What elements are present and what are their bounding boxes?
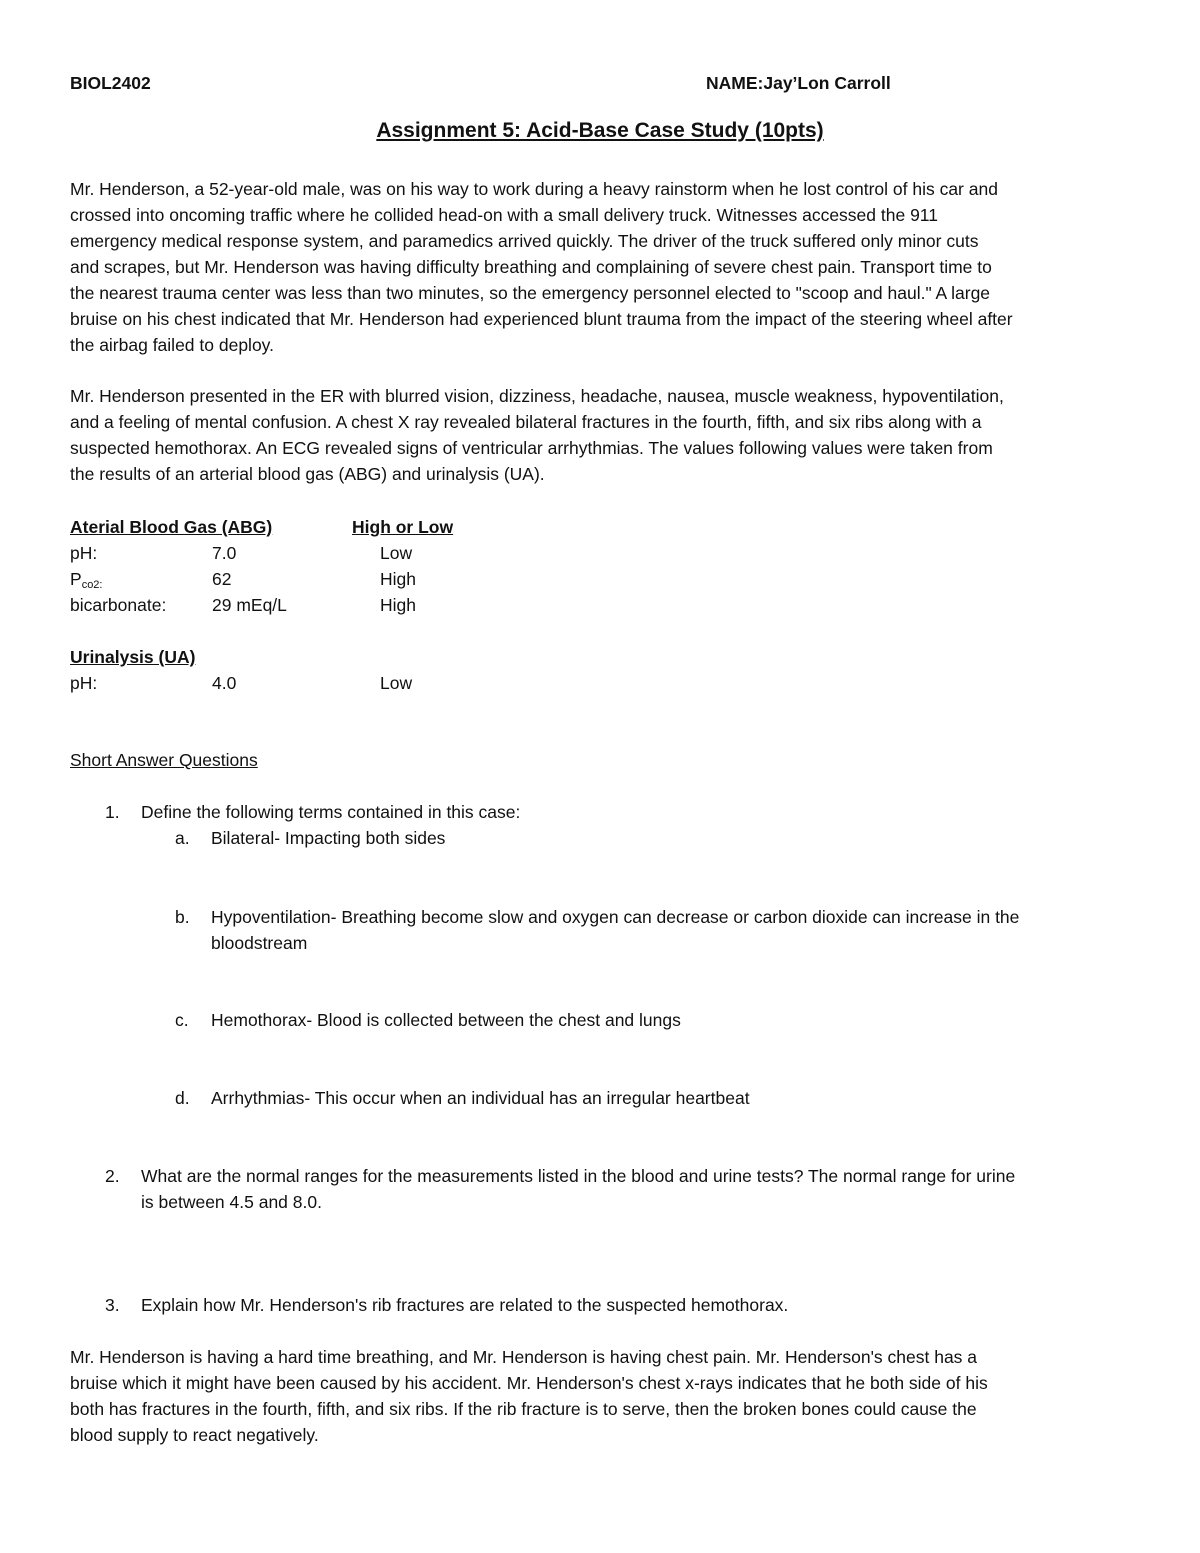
list-item xyxy=(175,904,1135,956)
item-letter: c. xyxy=(175,1010,189,1030)
list-item xyxy=(175,825,1135,851)
row-label: pH: xyxy=(70,673,98,693)
student-name: NAME:Jay’Lon Carroll xyxy=(706,73,891,93)
row-value: 7.0 xyxy=(212,543,237,563)
page-title: Assignment 5: Acid-Base Case Study (10pts) xyxy=(376,119,824,142)
question-number: 2. xyxy=(105,1166,120,1186)
item-text: Arrhythmias- This occur when an individual has an irregular heartbeat xyxy=(211,1088,750,1108)
item-text: bloodstream xyxy=(211,933,308,953)
question-3 xyxy=(105,1292,1135,1318)
text-line: and scrapes, but Mr. Henderson was having difficulty breathing and complaining of severe chest pain. Transport time to xyxy=(70,257,992,277)
question-text: is between 4.5 and 8.0. xyxy=(141,1192,322,1212)
item-letter: b. xyxy=(175,907,190,927)
text-line: both has fractures in the fourth, fifth, and six ribs. If the rib fracture is to serve, then the broken bones could cause the xyxy=(70,1399,977,1419)
question-text: Explain how Mr. Henderson's rib fractures are related to the suspected hemothorax. xyxy=(141,1295,789,1315)
abg-table xyxy=(70,514,670,618)
item-letter: a. xyxy=(175,828,190,848)
item-text: Bilateral- Impacting both sides xyxy=(211,828,446,848)
item-text: Hemothorax- Blood is collected between the chest and lungs xyxy=(211,1010,681,1030)
text-line: crossed into oncoming traffic where he collided head-on with a small delivery truck. Witnesses accessed the 911 xyxy=(70,205,938,225)
text-line: Mr. Henderson presented in the ER with blurred vision, dizziness, headache, nausea, muscle weakness, hypoventilation, xyxy=(70,386,1004,406)
row-level: High xyxy=(380,595,416,615)
question-text: What are the normal ranges for the measurements listed in the blood and urine tests? The normal range for urine xyxy=(141,1166,1016,1186)
table-row xyxy=(70,540,670,566)
row-value: 4.0 xyxy=(212,673,237,693)
short-answer-heading: Short Answer Questions xyxy=(70,750,258,770)
pco2-letter: P xyxy=(70,569,82,589)
high-low-heading: High or Low xyxy=(352,517,454,537)
row-level: Low xyxy=(380,543,413,563)
case-paragraph-2 xyxy=(70,383,1132,487)
text-line: and a feeling of mental confusion. A chest X ray revealed bilateral fractures in the fourth, fifth, and six ribs along with a xyxy=(70,412,982,432)
answer-3-paragraph xyxy=(70,1344,1132,1448)
abg-header-row xyxy=(70,514,670,540)
text-line: suspected hemothorax. An ECG revealed signs of ventricular arrhythmias. The values following values were taken from xyxy=(70,438,993,458)
text-line: blood supply to react negatively. xyxy=(70,1425,319,1445)
ua-table xyxy=(70,644,670,696)
case-paragraph-1 xyxy=(70,176,1132,358)
ua-header-row xyxy=(70,644,670,670)
list-item xyxy=(175,1007,1135,1033)
question-number: 3. xyxy=(105,1295,120,1315)
row-value: 29 mEq/L xyxy=(212,595,287,615)
row-label: bicarbonate: xyxy=(70,595,167,615)
text-line: the nearest trauma center was less than two minutes, so the emergency personnel elected to "scoop and haul." A large xyxy=(70,283,991,303)
text-line: Mr. Henderson, a 52-year-old male, was on his way to work during a heavy rainstorm when he lost control of his car and xyxy=(70,179,998,199)
question-text: Define the following terms contained in this case: xyxy=(141,802,521,822)
table-row xyxy=(70,670,670,696)
abg-heading: Aterial Blood Gas (ABG) xyxy=(70,517,273,537)
row-label: pH: xyxy=(70,543,98,563)
ua-heading: Urinalysis (UA) xyxy=(70,647,196,667)
text-line: emergency medical response system, and paramedics arrived quickly. The driver of the truck suffered only minor cuts xyxy=(70,231,979,251)
text-line: Mr. Henderson is having a hard time breathing, and Mr. Henderson is having chest pain. Mr. Henderson's chest has a xyxy=(70,1347,978,1367)
question-1 xyxy=(105,799,1135,825)
row-value: 62 xyxy=(212,569,232,589)
row-level: High xyxy=(380,569,416,589)
item-letter: d. xyxy=(175,1088,190,1108)
question-number: 1. xyxy=(105,802,120,822)
list-item xyxy=(175,1085,1135,1111)
table-row xyxy=(70,566,670,592)
text-line: the airbag failed to deploy. xyxy=(70,335,274,355)
pco2-subscript: co2: xyxy=(81,579,103,591)
text-line: bruise which it might have been caused by his accident. Mr. Henderson's chest x-rays indicates that he both side of his xyxy=(70,1373,988,1393)
text-line: the results of an arterial blood gas (ABG) and urinalysis (UA). xyxy=(70,464,545,484)
item-text: Hypoventilation- Breathing become slow and oxygen can decrease or carbon dioxide can increase in the xyxy=(211,907,1020,927)
course-code: BIOL2402 xyxy=(70,73,151,93)
question-2 xyxy=(105,1163,1135,1215)
text-line: bruise on his chest indicated that Mr. Henderson had experienced blunt trauma from the impact of the steering wheel after xyxy=(70,309,1013,329)
table-row xyxy=(70,592,670,618)
row-level: Low xyxy=(380,673,413,693)
